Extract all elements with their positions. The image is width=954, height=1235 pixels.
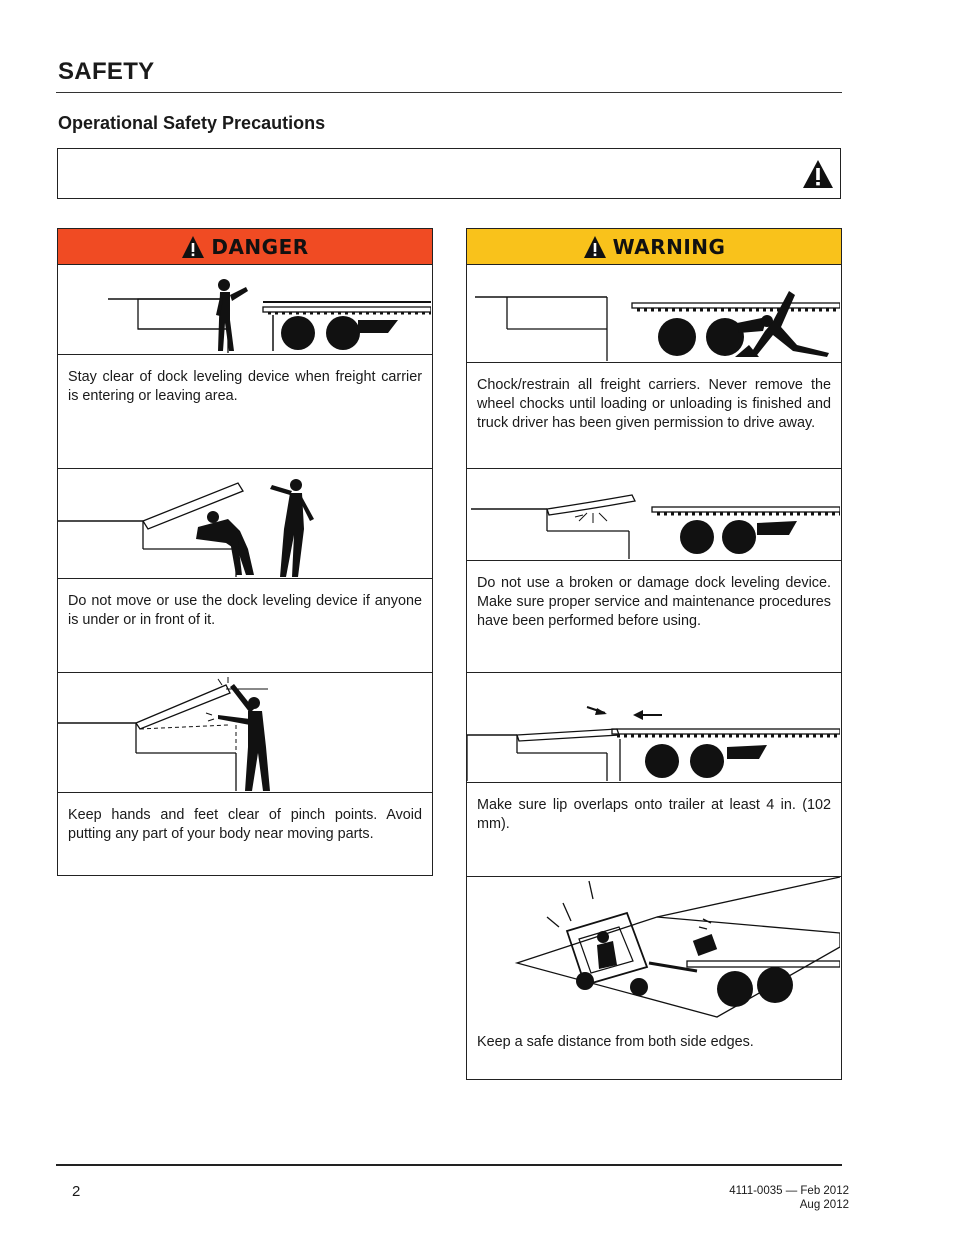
danger-column — [57, 228, 433, 876]
illustration-do-not-move — [58, 469, 432, 579]
notice-box — [57, 148, 841, 199]
danger-item-3: Keep hands and feet clear of pinch points. Avoid putting any part of your body near moving parts. — [68, 807, 422, 842]
page-number: 2 — [72, 1183, 81, 1200]
warning-item-3: Make sure lip overlaps onto trailer at least 4 in. (102 mm). — [467, 783, 841, 877]
danger-item-2: Do not move or use the dock leveling device if anyone is under or in front of it. — [58, 579, 432, 673]
illustration-chock-restrain — [467, 265, 841, 363]
footer-divider — [56, 1164, 842, 1166]
warning-item-2: Do not use a broken or damage dock leveling device. Make sure proper service and maintenance procedures have been performed before using. — [467, 561, 841, 673]
warning-item-4: Keep a safe distance from both side edges. — [477, 1034, 754, 1050]
illustration-stay-clear — [58, 265, 432, 355]
illustration-side-edges — [467, 877, 841, 1027]
danger-label: DANGER — [211, 234, 309, 259]
danger-header — [58, 229, 432, 265]
illustration-broken-leveler — [467, 469, 841, 561]
illustration-lip-overlap — [467, 673, 841, 783]
warning-label: WARNING — [612, 234, 726, 259]
document-reference — [729, 1184, 849, 1212]
subheading: Operational Safety Precautions — [58, 113, 326, 133]
doc-number-line: 4111-0035 — Feb 2012 — [729, 1185, 849, 1197]
danger-item-1: Stay clear of dock leveling device when freight carrier is entering or leaving area. — [58, 355, 432, 469]
warning-triangle-icon — [181, 235, 205, 259]
doc-date-line: Aug 2012 — [799, 1199, 849, 1211]
warning-header — [467, 229, 841, 265]
warning-triangle-icon — [802, 158, 834, 190]
section-title: SAFETY — [58, 58, 155, 85]
warning-item-1: Chock/restrain all freight carriers. Never remove the wheel chocks until loading or unloading is finished and truck driver has been given permission to drive away. — [467, 363, 841, 469]
header-divider — [56, 92, 842, 93]
warning-column — [466, 228, 842, 1080]
warning-triangle-icon — [583, 235, 607, 259]
illustration-pinch-points — [58, 673, 432, 793]
